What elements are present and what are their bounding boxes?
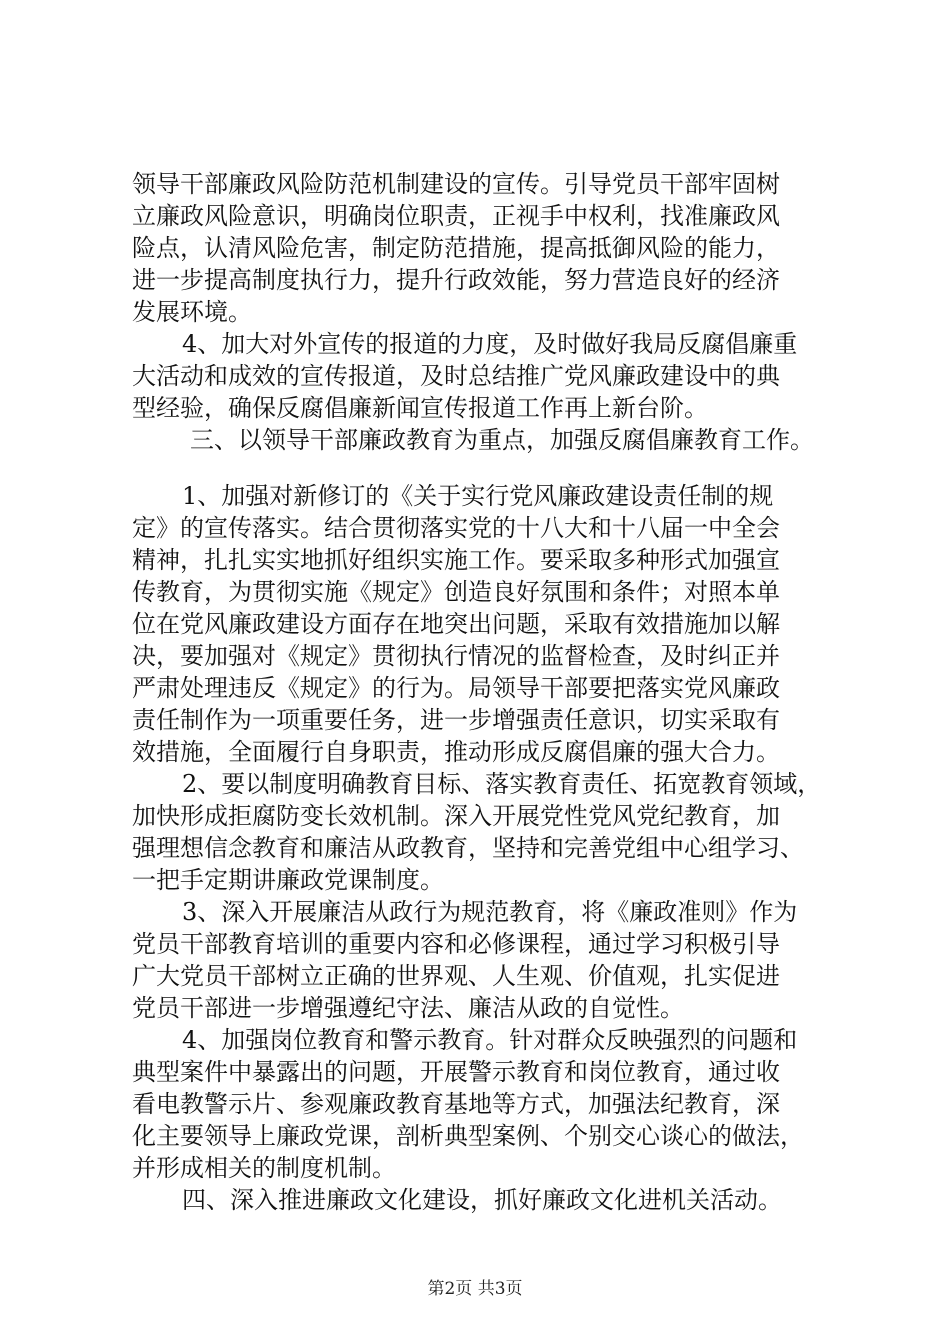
- text-line: 精神，扎扎实实地抓好组织实施工作。要采取多种形式加强宣: [132, 546, 780, 574]
- text-line: 位在党风廉政建设方面存在地突出问题，采取有效措施加以解: [132, 610, 780, 638]
- text-line: 广大党员干部树立正确的世界观、人生观、价值观，扎实促进: [132, 962, 780, 990]
- paragraph-regulation-implementation: [132, 480, 838, 768]
- text-line: 险点，认清风险危害，制定防范措施，提高抵御风险的能力，: [132, 234, 780, 262]
- text-line: 典型案件中暴露出的问题，开展警示教育和岗位教育，通过收: [132, 1058, 780, 1086]
- paragraph-spacer: [132, 456, 838, 480]
- text-line: 大活动和成效的宣传报道，及时总结推广党风廉政建设中的典: [132, 362, 780, 390]
- paragraph-warning-education: [132, 1024, 838, 1184]
- text-line: 传教育，为贯彻实施《规定》创造良好氛围和条件；对照本单: [132, 578, 780, 606]
- text-line: 一把手定期讲廉政党课制度。: [132, 866, 444, 894]
- text-line: 定》的宣传落实。结合贯彻落实党的十八大和十八届一中全会: [132, 514, 780, 542]
- text-line: 4、加强岗位教育和警示教育。针对群众反映强烈的问题和: [182, 1026, 798, 1054]
- section-title: 三、以领导干部廉政教育为重点，加强反腐倡廉教育工作。: [190, 426, 814, 454]
- page-footer: [0, 1278, 950, 1300]
- paragraph-external-publicity: [132, 328, 838, 424]
- text-line: 党员干部教育培训的重要内容和必修课程，通过学习积极引导: [132, 930, 780, 958]
- text-line: 决，要加强对《规定》贯彻执行情况的监督检查，及时纠正并: [132, 642, 780, 670]
- text-line: 效措施，全面履行自身职责，推动形成反腐倡廉的强大合力。: [132, 738, 780, 766]
- text-line: 2、要以制度明确教育目标、落实教育责任、拓宽教育领域，: [182, 770, 822, 798]
- document-body: [132, 168, 838, 1216]
- text-line: 1、加强对新修订的《关于实行党风廉政建设责任制的规: [182, 482, 774, 510]
- page-number: 第2页 共3页: [427, 1279, 523, 1299]
- text-line: 化主要领导上廉政党课，剖析典型案例、个别交心谈心的做法，: [132, 1122, 804, 1150]
- paragraph-risk-prevention: [132, 168, 838, 328]
- text-line: 领导干部廉政风险防范机制建设的宣传。引导党员干部牢固树: [132, 170, 780, 198]
- text-line: 党员干部进一步增强遵纪守法、廉洁从政的自觉性。: [132, 994, 684, 1022]
- text-line: 严肃处理违反《规定》的行为。局领导干部要把落实党风廉政: [132, 674, 780, 702]
- text-line: 3、深入开展廉洁从政行为规范教育，将《廉政准则》作为: [182, 898, 798, 926]
- paragraph-education-system: [132, 768, 838, 896]
- text-line: 看电教警示片、参观廉政教育基地等方式，加强法纪教育，深: [132, 1090, 780, 1118]
- text-line: 责任制作为一项重要任务，进一步增强责任意识，切实采取有: [132, 706, 780, 734]
- section-heading-4: [132, 1184, 838, 1216]
- text-line: 发展环境。: [132, 298, 252, 326]
- section-heading-3: [132, 424, 838, 456]
- text-line: 型经验，确保反腐倡廉新闻宣传报道工作再上新台阶。: [132, 394, 708, 422]
- text-line: 加快形成拒腐防变长效机制。深入开展党性党风党纪教育，加: [132, 802, 780, 830]
- text-line: 进一步提高制度执行力，提升行政效能，努力营造良好的经济: [132, 266, 780, 294]
- text-line: 立廉政风险意识，明确岗位职责，正视手中权利，找准廉政风: [132, 202, 780, 230]
- text-line: 并形成相关的制度机制。: [132, 1154, 396, 1182]
- text-line: 4、加大对外宣传的报道的力度，及时做好我局反腐倡廉重: [182, 330, 798, 358]
- text-line: 强理想信念教育和廉洁从政教育，坚持和完善党组中心组学习、: [132, 834, 804, 862]
- paragraph-integrity-norms: [132, 896, 838, 1024]
- section-title: 四、深入推进廉政文化建设，抓好廉政文化进机关活动。: [182, 1186, 782, 1214]
